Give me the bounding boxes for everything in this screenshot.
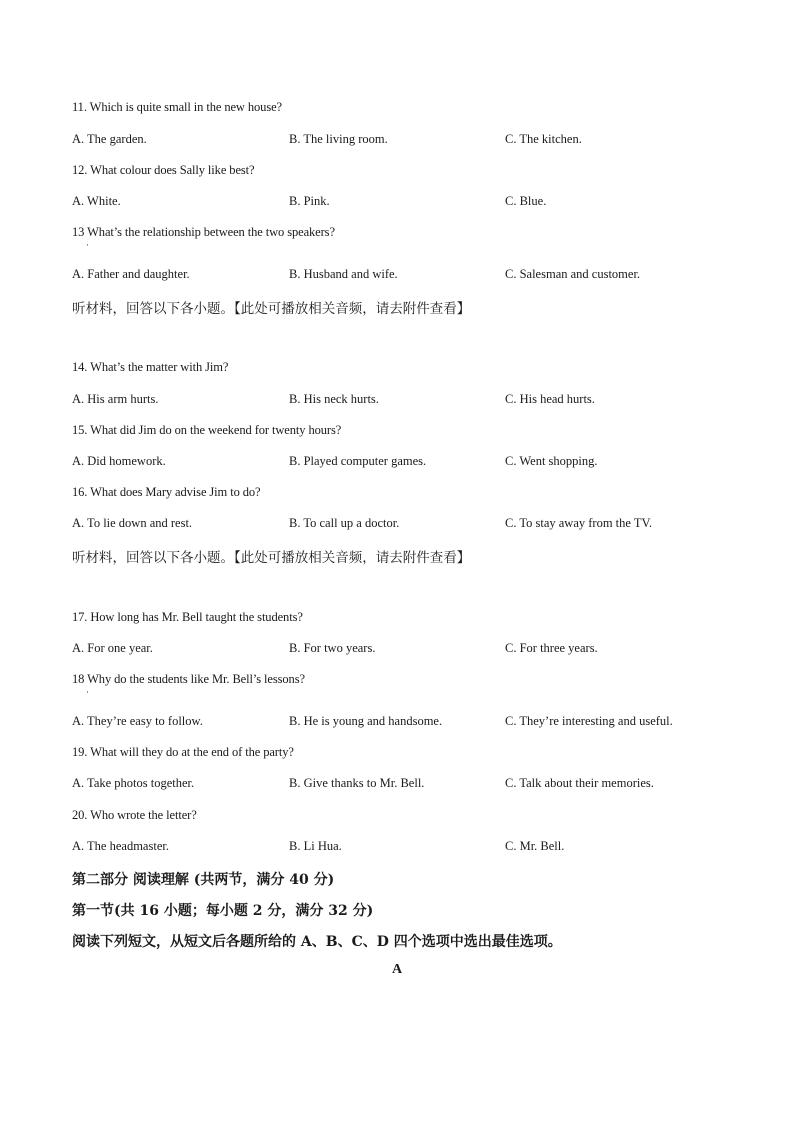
question-12: 12. What colour does Sally like best? [72,163,255,177]
audio-note: 听材料，回答以下各小题。【此处可播放相关音频，请去附件查看】 [72,550,471,566]
q14-option-c[interactable]: C. His head hurts. [505,392,595,406]
section-subtitle: 第一节(共 16 小题；每小题 2 分，满分 32 分) [72,903,374,919]
q15-option-c[interactable]: C. Went shopping. [505,454,598,468]
q17-option-c[interactable]: C. For three years. [505,641,598,655]
question-13: 13 What’s the relationship between the two speakers? [72,225,335,239]
question-17: 17. How long has Mr. Bell taught the students? [72,610,303,624]
q19-option-a[interactable]: A. Take photos together. [72,776,195,790]
question-15: 15. What did Jim do on the weekend for twenty hours? [72,423,342,437]
q20-option-c[interactable]: C. Mr. Bell. [505,839,565,853]
q13-option-a[interactable]: A. Father and daughter. [72,267,190,281]
q14-option-a[interactable]: A. His arm hurts. [72,392,159,406]
q13-option-c[interactable]: C. Salesman and customer. [505,267,641,281]
question-19: 19. What will they do at the end of the party? [72,745,294,759]
q20-option-a[interactable]: A. The headmaster. [72,839,169,853]
q17-option-a[interactable]: A. For one year. [72,641,153,655]
audio-note: 听材料，回答以下各小题。【此处可播放相关音频，请去附件查看】 [72,301,471,317]
q15-option-b[interactable]: B. Played computer games. [289,454,427,468]
q17-option-b[interactable]: B. For two years. [289,641,376,655]
q13-option-b[interactable]: B. Husband and wife. [289,267,398,281]
q16-option-a[interactable]: A. To lie down and rest. [72,516,193,530]
q20-option-b[interactable]: B. Li Hua. [289,839,342,853]
question-16: 16. What does Mary advise Jim to do? [72,485,261,499]
q18-option-b[interactable]: B. He is young and handsome. [289,714,443,728]
q12-option-a[interactable]: A. White. [72,194,121,208]
q11-option-a[interactable]: A. The garden. [72,132,147,146]
emphasis-dot: · [86,687,89,697]
q12-option-c[interactable]: C. Blue. [505,194,547,208]
q11-option-c[interactable]: C. The kitchen. [505,132,582,146]
q12-option-b[interactable]: B. Pink. [289,194,330,208]
q11-option-b[interactable]: B. The living room. [289,132,388,146]
question-20: 20. Who wrote the letter? [72,808,197,822]
q18-option-c[interactable]: C. They’re interesting and useful. [505,714,673,728]
question-11: 11. Which is quite small in the new house? [72,100,282,114]
q14-option-b[interactable]: B. His neck hurts. [289,392,379,406]
emphasis-dot: · [86,240,89,250]
section-title: 第二部分 阅读理解 (共两节，满分 40 分) [72,872,335,888]
q16-option-b[interactable]: B. To call up a doctor. [289,516,400,530]
passage-label: A [391,962,403,977]
question-18: 18 Why do the students like Mr. Bell’s lessons? [72,672,305,686]
q15-option-a[interactable]: A. Did homework. [72,454,166,468]
q19-option-c[interactable]: C. Talk about their memories. [505,776,654,790]
q16-option-c[interactable]: C. To stay away from the TV. [505,516,653,530]
section-instruction: 阅读下列短文，从短文后各题所给的 A、B、C、D 四个选项中选出最佳选项。 [72,934,562,950]
q18-option-a[interactable]: A. They’re easy to follow. [72,714,203,728]
question-14: 14. What’s the matter with Jim? [72,360,229,374]
q19-option-b[interactable]: B. Give thanks to Mr. Bell. [289,776,425,790]
